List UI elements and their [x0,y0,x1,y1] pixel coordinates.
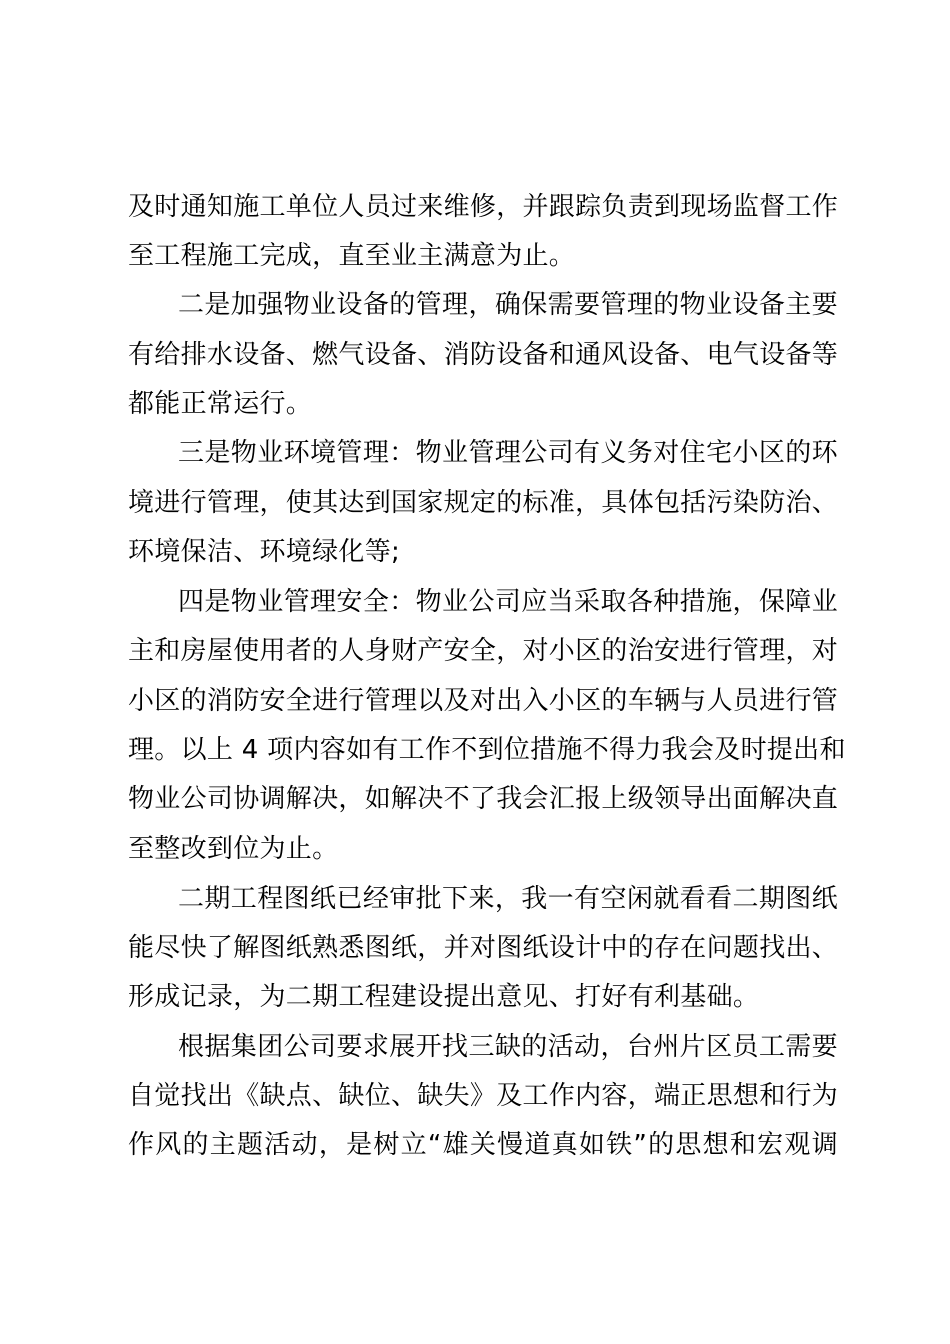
paragraph-5-line-2: 能尽快了解图纸熟悉图纸，并对图纸设计中的存在问题找出、 [128,933,839,963]
paragraph-2-line-1: 二是加强物业设备的管理，确保需要管理的物业设备主要 [178,290,838,320]
paragraph-2-line-3: 都能正常运行。 [128,389,313,419]
paragraph-6-line-2: 自觉找出《缺点、缺位、缺失》及工作内容，端正思想和行为 [128,1081,839,1111]
paragraph-3-line-3: 环境保洁、环境绿化等; [128,537,401,567]
paragraph-4-line-1: 四是物业管理安全：物业公司应当采取各种措施，保障业 [178,587,838,617]
paragraph-4-line-3: 小区的消防安全进行管理以及对出入小区的车辆与人员进行管 [128,686,839,716]
paragraph-1-line-1: 及时通知施工单位人员过来维修，并跟踪负责到现场监督工作 [128,192,839,222]
paragraph-5-line-1: 二期工程图纸已经审批下来，我一有空闲就看看二期图纸 [178,884,838,914]
paragraph-1-line-2: 至工程施工完成，直至业主满意为止。 [128,241,576,271]
paragraph-6-line-3: 作风的主题活动，是树立“雄关慢道真如铁”的思想和宏观调 [128,1130,838,1160]
paragraph-2-line-2: 有给排水设备、燃气设备、消防设备和通风设备、电气设备等 [128,340,839,370]
paragraph-3-line-2: 境进行管理，使其达到国家规定的标准，具体包括污染防治、 [128,488,839,518]
paragraph-4-line-2: 主和房屋使用者的人身财产安全，对小区的治安进行管理，对 [128,636,839,666]
paragraph-4-line-4: 理。以上 4 项内容如有工作不到位措施不得力我会及时提出和 [128,735,846,765]
paragraph-5-line-3: 形成记录，为二期工程建设提出意见、打好有利基础。 [128,982,760,1012]
paragraph-4-line-5: 物业公司协调解决，如解决不了我会汇报上级领导出面解决直 [128,784,839,814]
paragraph-6-line-1: 根据集团公司要求展开找三缺的活动，台州片区员工需要 [178,1032,838,1062]
paragraph-4-line-6: 至整改到位为止。 [128,834,339,864]
paragraph-3-line-1: 三是物业环境管理：物业管理公司有义务对住宅小区的环 [178,438,838,468]
